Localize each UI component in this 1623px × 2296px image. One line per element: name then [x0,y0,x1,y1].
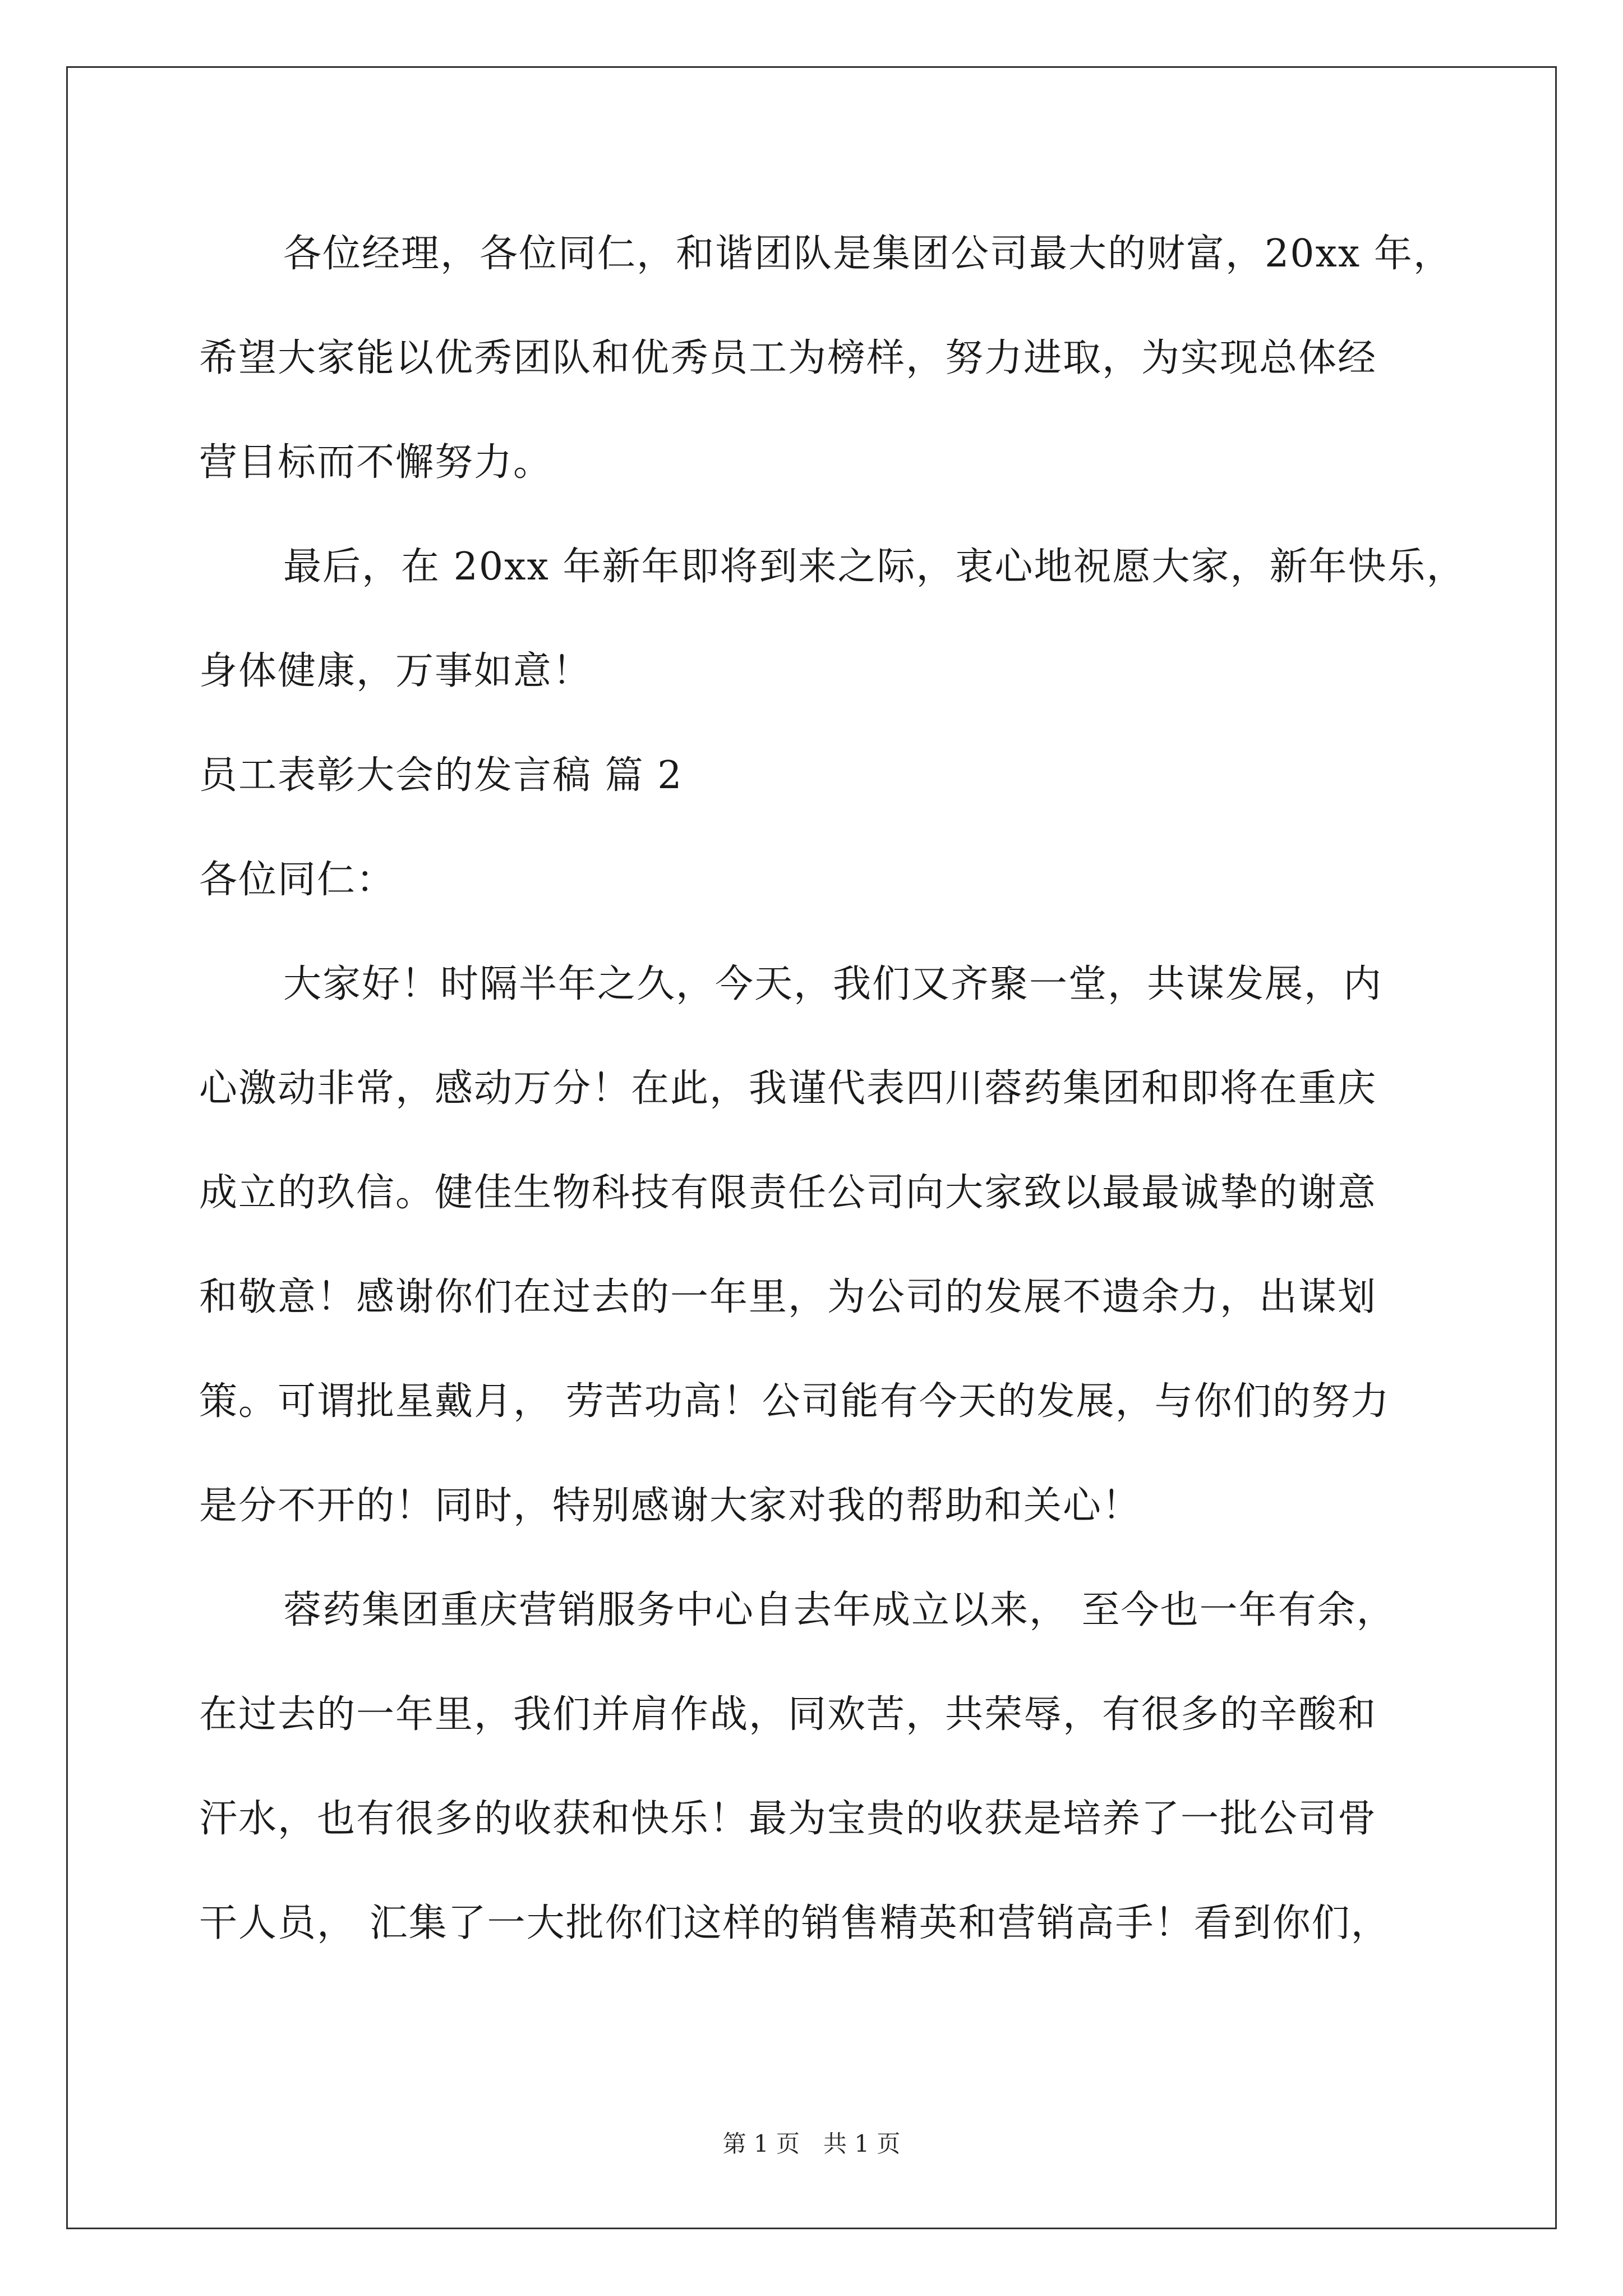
paragraph-line: 身体健康，万事如意！ [199,649,592,693]
paragraph-line: 蓉药集团重庆营销服务中心自去年成立以来， 至今也一年有余， [283,1588,1396,1632]
paragraph-line: 营目标而不懈努力。 [199,440,553,485]
salutation: 各位同仁： [199,858,396,902]
document-body [199,202,1466,1976]
paragraph-line: 各位经理，各位同仁，和谐团队是集团公司最大的财富，20xx 年， [283,232,1453,276]
page-footer: 第 1 页 共 1 页 [722,2130,901,2157]
paragraph-line: 干人员， 汇集了一大批你们这样的销售精英和营销高手！看到你们， [199,1901,1390,1945]
section-heading: 员工表彰大会的发言稿 篇 2 [199,753,683,798]
paragraph-line: 成立的玖信。健佳生物科技有限责任公司向大家致以最最诚挚的谢意 [199,1171,1377,1215]
paragraph-line: 是分不开的！同时，特别感谢大家对我的帮助和关心！ [199,1484,1142,1528]
paragraph-line: 和敬意！感谢你们在过去的一年里，为公司的发展不遗余力，出谋划 [199,1275,1377,1319]
paragraph-line: 心激动非常，感动万分！在此，我谨代表四川蓉药集团和即将在重庆 [199,1066,1377,1111]
paragraph-line: 最后，在 20xx 年新年即将到来之际，衷心地祝愿大家，新年快乐， [283,545,1466,589]
paragraph-line: 希望大家能以优秀团队和优秀员工为榜样，努力进取，为实现总体经 [199,336,1377,380]
paragraph-line: 大家好！时隔半年之久，今天，我们又齐聚一堂，共谋发展，内 [283,962,1383,1006]
paragraph-line: 在过去的一年里，我们并肩作战，同欢苦，共荣辱，有很多的辛酸和 [199,1692,1377,1737]
paragraph-line: 策。可谓批星戴月， 劳苦功高！公司能有今天的发展，与你们的努力 [199,1379,1390,1424]
paragraph-line: 汗水，也有很多的收获和快乐！最为宝贵的收获是培养了一批公司骨 [199,1797,1377,1841]
